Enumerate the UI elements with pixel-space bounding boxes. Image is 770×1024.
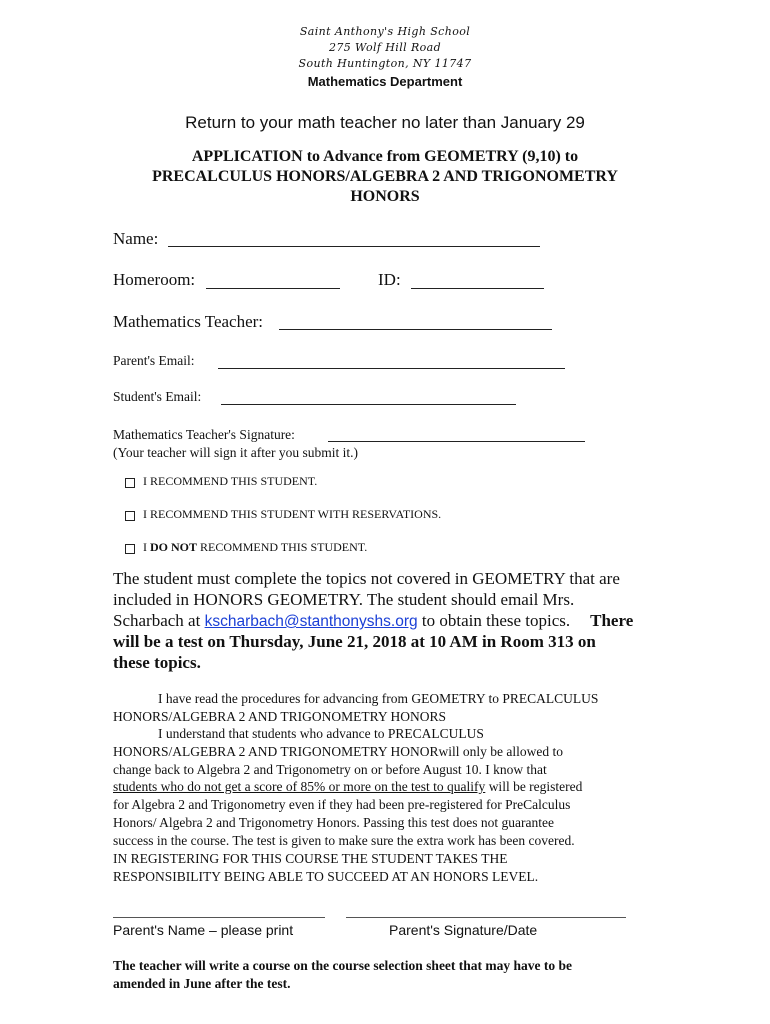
recommend-reservations-checkbox[interactable] bbox=[125, 511, 135, 521]
recommend-label: I RECOMMEND THIS STUDENT. bbox=[143, 474, 318, 488]
do-not-recommend-checkbox[interactable] bbox=[125, 544, 135, 554]
student-email-field[interactable] bbox=[221, 404, 516, 405]
procedures-line-9: success in the course. The test is given to make sure the extra work has been covered. bbox=[113, 833, 575, 848]
homeroom-label: Homeroom: bbox=[113, 270, 196, 289]
math-teacher-field[interactable] bbox=[279, 329, 552, 330]
teacher-signature-label: Mathematics Teacher's Signature: bbox=[113, 427, 295, 442]
parent-name-field[interactable] bbox=[113, 917, 325, 918]
procedures-line-7: for Algebra 2 and Trigonometry even if they had been pre-registered for PreCalculus bbox=[113, 797, 571, 812]
id-label: ID: bbox=[378, 270, 401, 289]
recommend-reservations-label: I RECOMMEND THIS STUDENT WITH RESERVATIONS. bbox=[143, 507, 442, 521]
do-not-recommend-label bbox=[143, 540, 367, 555]
procedures-line-3: I understand that students who advance to PRECALCULUS bbox=[158, 726, 484, 741]
parent-signature-label: Parent's Signature/Date bbox=[389, 922, 538, 938]
parent-signature-field[interactable] bbox=[346, 917, 626, 918]
footer-line-2: amended in June after the test. bbox=[113, 976, 291, 991]
teacher-signature-field[interactable] bbox=[328, 441, 585, 442]
title-line-1: APPLICATION to Advance from GEOMETRY (9,10) to bbox=[191, 148, 579, 165]
parent-email-label: Parent's Email: bbox=[113, 353, 195, 368]
notice-line-3-suffix: to obtain these topics. bbox=[417, 611, 571, 630]
return-notice: Return to your math teacher no later than January 29 bbox=[185, 113, 585, 132]
notice-bold-a: There bbox=[590, 611, 634, 630]
math-teacher-label: Mathematics Teacher: bbox=[113, 312, 264, 331]
do-not-emphasis: DO NOT bbox=[150, 540, 198, 554]
procedures-line-8: Honors/ Algebra 2 and Trigonometry Honors. Passing this test does not guarantee bbox=[113, 815, 554, 830]
do-not-suffix: RECOMMEND THIS STUDENT. bbox=[197, 540, 368, 554]
school-street: 275 Wolf Hill Road bbox=[328, 41, 442, 54]
do-not-prefix: I bbox=[143, 540, 150, 554]
notice-line-3 bbox=[113, 611, 633, 631]
procedures-line-10: IN REGISTERING FOR THIS COURSE THE STUDENT TAKES THE bbox=[113, 851, 508, 866]
procedures-line-11: RESPONSIBILITY BEING ABLE TO SUCCEED AT AN HONORS LEVEL. bbox=[113, 869, 539, 884]
procedures-line-4: HONORS/ALGEBRA 2 AND TRIGONOMETRY HONORwill only be allowed to bbox=[113, 744, 564, 759]
title-line-2: PRECALCULUS HONORS/ALGEBRA 2 AND TRIGONOMETRY bbox=[152, 168, 618, 185]
name-field[interactable] bbox=[168, 246, 540, 247]
school-name: Saint Anthony's High School bbox=[299, 25, 471, 38]
name-label: Name: bbox=[113, 229, 159, 248]
notice-line-2: included in HONORS GEOMETRY. The student should email Mrs. bbox=[113, 590, 575, 609]
footer-line-1: The teacher will write a course on the course selection sheet that may have to be bbox=[113, 958, 573, 973]
parent-email-field[interactable] bbox=[218, 368, 565, 369]
homeroom-field[interactable] bbox=[206, 288, 340, 289]
procedures-line-2: HONORS/ALGEBRA 2 AND TRIGONOMETRY HONORS bbox=[113, 709, 447, 724]
teacher-email-link[interactable]: kscharbach@stanthonyshs.org bbox=[204, 613, 418, 630]
notice-line-3-prefix: Scharbach at bbox=[113, 611, 205, 630]
parent-name-label: Parent's Name – please print bbox=[113, 922, 294, 938]
notice-bold-c: these topics. bbox=[113, 653, 201, 672]
notice-line-1: The student must complete the topics not covered in GEOMETRY that are bbox=[113, 569, 620, 588]
student-email-label: Student's Email: bbox=[113, 389, 202, 404]
school-city: South Huntington, NY 11747 bbox=[298, 57, 472, 70]
procedures-line-6 bbox=[113, 779, 582, 795]
recommend-checkbox[interactable] bbox=[125, 478, 135, 488]
id-field[interactable] bbox=[411, 288, 544, 289]
notice-bold-b: will be a test on Thursday, June 21, 2018 at 10 AM in Room 313 on bbox=[113, 632, 596, 651]
qualify-warning: students who do not get a score of 85% or more on the test to qualify bbox=[113, 779, 486, 794]
procedures-line-1: I have read the procedures for advancing from GEOMETRY to PRECALCULUS bbox=[158, 691, 599, 706]
teacher-signature-note: (Your teacher will sign it after you submit it.) bbox=[113, 445, 358, 460]
procedures-line-5: change back to Algebra 2 and Trigonometry on or before August 10. I know that bbox=[113, 762, 547, 777]
procedures-line-6-rest: will be registered bbox=[485, 779, 583, 794]
title-line-3: HONORS bbox=[350, 188, 420, 205]
department-name: Mathematics Department bbox=[307, 74, 463, 89]
